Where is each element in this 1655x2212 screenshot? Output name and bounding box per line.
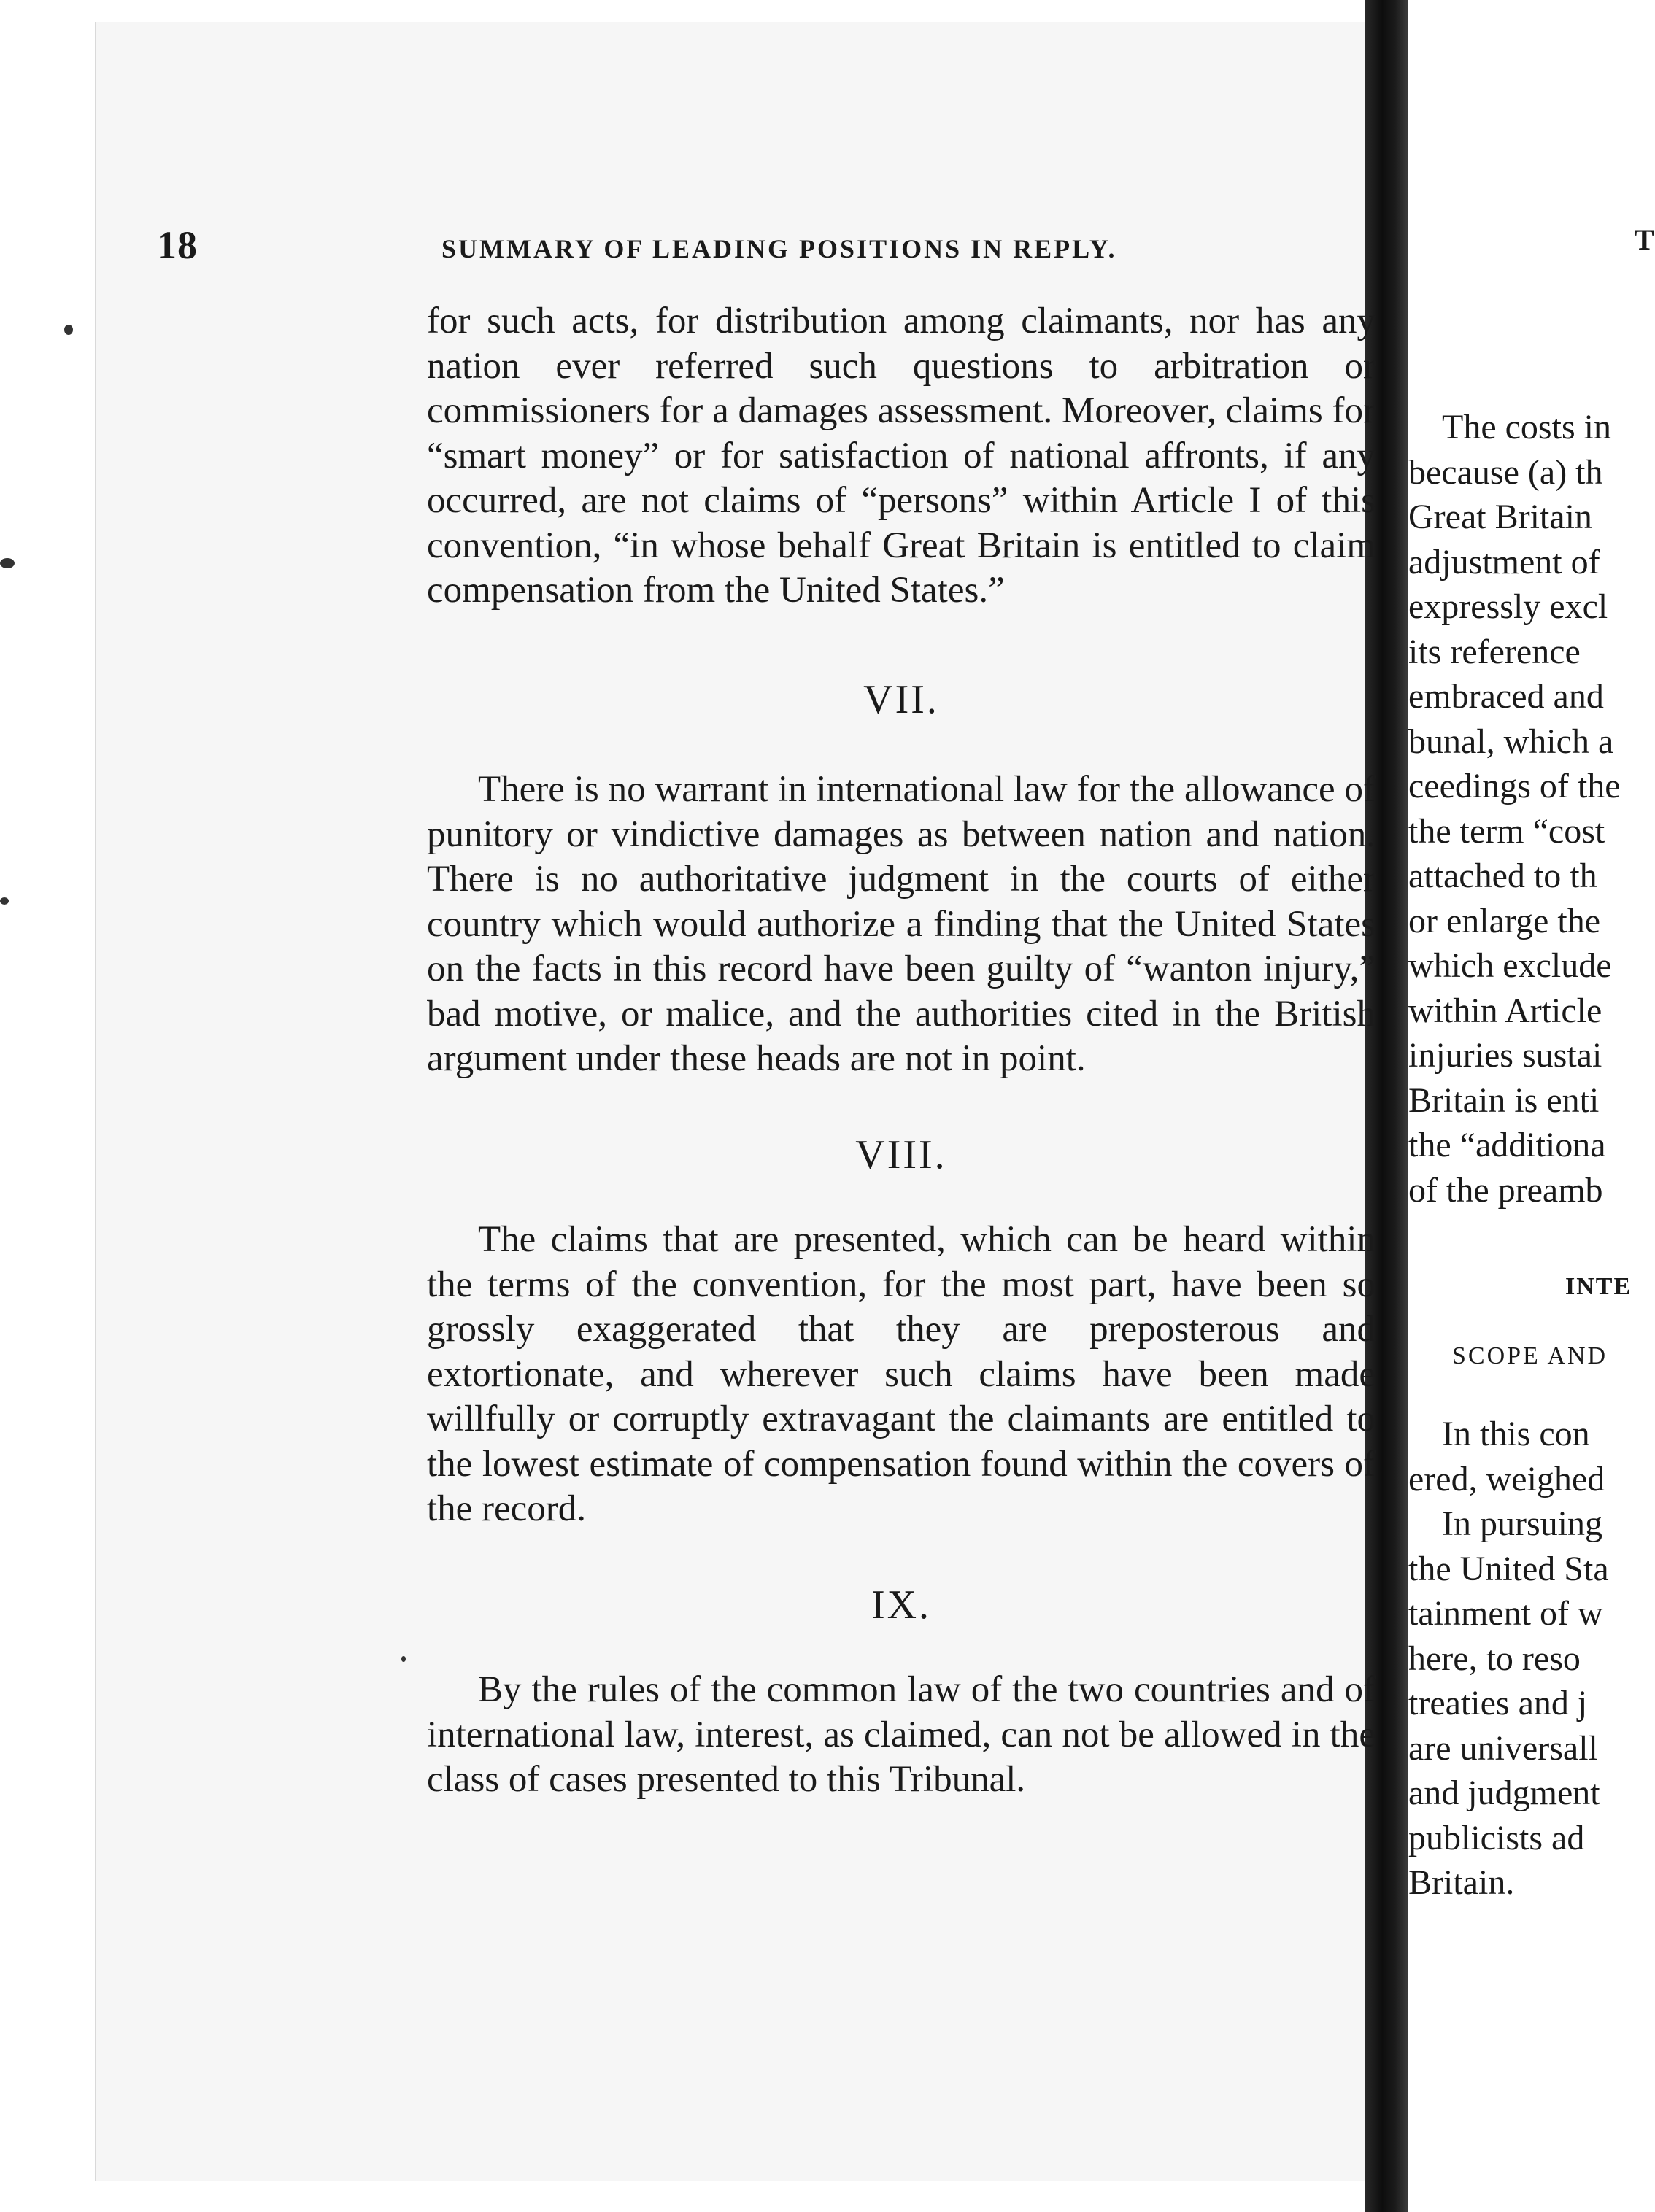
scan-speck [0,558,15,568]
section-heading-ix: IX. [871,1582,932,1628]
facing-page-line: In pursuing [1442,1504,1602,1543]
facing-page-line: attached to th [1408,856,1597,895]
facing-page-line: because (a) th [1408,452,1603,492]
facing-page-running-head: T [1635,223,1654,256]
facing-page-line: embraced and [1408,677,1604,716]
facing-page-line: the “additiona [1408,1126,1606,1164]
page-number: 18 [157,223,198,267]
facing-page-text-block-1 [1408,405,1655,1213]
running-head: SUMMARY OF LEADING POSITIONS IN REPLY. [441,234,1117,263]
facing-page-line: the United Sta [1408,1549,1609,1588]
facing-page-line: bunal, which a [1408,722,1614,761]
facing-page-text-block-2 [1408,1412,1655,1906]
facing-page-heading-inter: INTE [1565,1273,1632,1300]
facing-page-line: its reference [1408,632,1581,671]
facing-page-line: tainment of w [1408,1594,1603,1633]
facing-page-line: In this con [1442,1415,1590,1453]
facing-page-line: expressly excl [1408,587,1608,626]
facing-page [1408,0,1655,2212]
facing-page-line: are universall [1408,1728,1598,1768]
facing-page-line: ceedings of the [1408,767,1621,805]
facing-page-line: ered, weighed [1408,1459,1605,1498]
facing-page-line: Britain is enti [1408,1080,1600,1120]
facing-page-line: or enlarge the [1408,901,1600,940]
facing-page-line: Britain. [1408,1863,1515,1902]
facing-page-line: injuries sustai [1408,1036,1602,1075]
section-vii-text: There is no warrant in international law for the allowance of punitory or vindictive damages as between nation and nation. There is no authoritative judgment in the courts of either country which would authorize a finding that the United States on the facts in this record have been guilty of “wanton injury,” bad motive, or malice, and the authorities cited in the British argument under these heads are not in point. [427,769,1376,1079]
scan-speck [0,897,9,905]
facing-page-heading-scope: SCOPE AND [1452,1342,1608,1369]
facing-page-line: the term “cost [1408,811,1605,851]
paragraph-continued: for such acts, for distribution among claimants, nor has any nation ever referred such questions to arbitration or commissioners for a damages assessment. Moreover, claims for “smart money” or for satisfaction of national affronts, if any occurred, are not claims of “persons” within Article I of this convention, “in whose behalf Great Britain is entitled to claim compensation from the United States.” [427,301,1376,611]
section-viii-text: The claims that are presented, which can be heard within the terms of the convention, for the most part, have been so grossly exaggerated that they are preposterous and extortionate, and wherever such claims have been made willfully or corruptly extravagant the claimants are entitled to the lowest estimate of compensation found within the covers of the record. [427,1219,1376,1529]
section-heading-vii: VII. [863,676,939,722]
facing-page-line: within Article [1408,991,1602,1030]
section-heading-viii: VIII. [855,1132,947,1177]
facing-page-line: Great Britain [1408,498,1592,536]
scan-speck [64,325,73,335]
facing-page-line: publicists ad [1408,1818,1585,1857]
text-column [427,299,1376,1803]
facing-page-line: of the preamb [1408,1170,1603,1210]
facing-page-line: here, to reso [1408,1639,1581,1678]
section-ix-text: By the rules of the common law of the two countries and of international law, interest, as claimed, can not be allowed in the class of cases presented to this Tribunal. [427,1669,1376,1800]
facing-page-line: adjustment of [1408,542,1600,581]
scan-speck [401,1656,406,1662]
facing-page-line: which exclude [1408,946,1612,985]
facing-page-line: The costs in [1442,408,1611,446]
facing-page-line: treaties and j [1408,1684,1588,1722]
facing-page-line: and judgment [1408,1774,1600,1812]
